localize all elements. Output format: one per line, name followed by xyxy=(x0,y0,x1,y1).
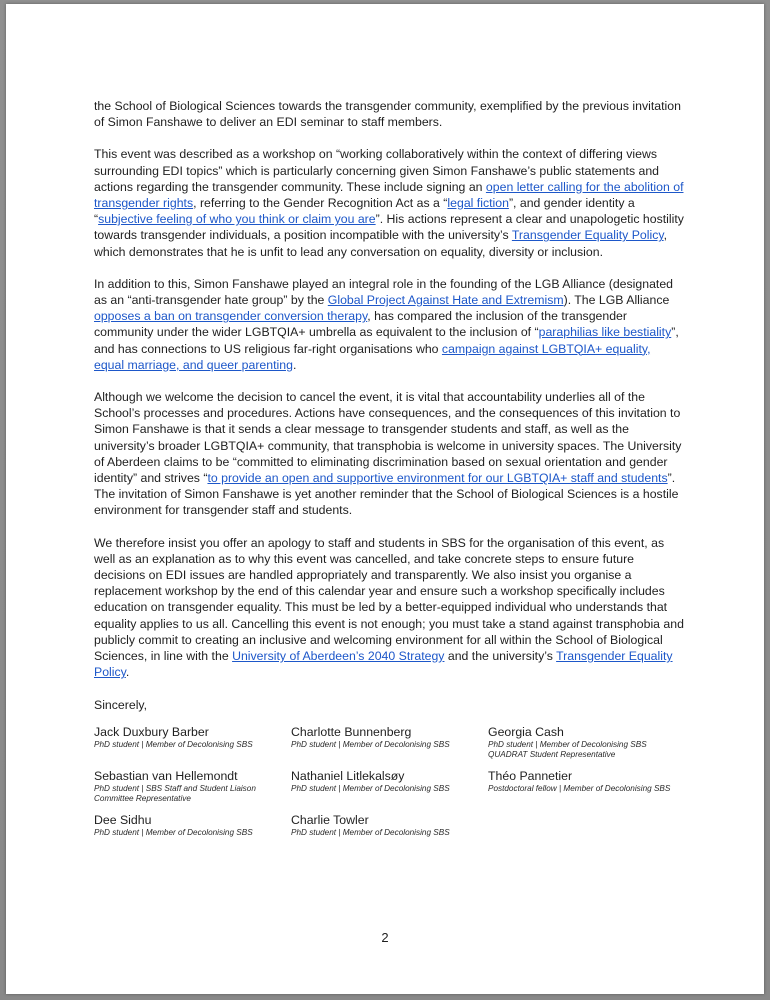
paragraph xyxy=(94,535,684,681)
hyperlink[interactable]: open letter calling for the abolition of transgender rights xyxy=(94,179,684,211)
hyperlink[interactable]: Transgender Equality Policy xyxy=(511,228,664,243)
paragraph-text: and the university’s xyxy=(444,649,557,664)
signatory xyxy=(488,725,684,760)
signatory xyxy=(291,725,488,760)
paragraph-text: We therefore insist you offer an apology to staff and students in SBS for the organisation of this event, as well as an explanation as to why this event was cancelled, and take concrete steps to ensure future decisions on EDI issues are handled appropriately and transparently. We also insist you organise a replacement workshop by the end of this calendar year and ensure such a workshop specifically includes education on transgender equality. This must be led by a better-equipped individual who understands that equality applies to us all. Cancelling this event is not enough; you must take a stand against transphobia and publicly commit to creating an inclusive and welcoming environment for all within the School of Biological Sciences, in line with the xyxy=(94,535,684,664)
signatory xyxy=(291,769,488,804)
hyperlink[interactable]: campaign against LGBTQIA+ equality, equal marriage, and queer parenting xyxy=(94,341,651,372)
page-number: 2 xyxy=(381,930,389,945)
paragraph-text: This event was described as a workshop on “working collaboratively within the context of differing views surrounding EDI topics” which is particularly concerning given Simon Fanshawe’s public statements and actions regarding the transgender community. These include signing an xyxy=(94,147,660,194)
signatory-role: PhD student | Member of Decolonising SBS QUADRAT Student Representative xyxy=(488,739,647,759)
hyperlink[interactable]: opposes a ban on transgender conversion therapy xyxy=(94,309,368,324)
signatory-role: PhD student | SBS Staff and Student Liaison Committee Representative xyxy=(94,783,256,803)
hyperlink[interactable]: Global Project Against Hate and Extremism xyxy=(327,293,564,308)
signoff: Sincerely, xyxy=(94,697,148,712)
paragraph-text: the School of Biological Sciences towards the transgender community, exemplified by the previous invitation of Simon Fanshawe to deliver an EDI seminar to staff members. xyxy=(94,99,681,130)
signatory xyxy=(94,769,291,804)
paragraph-text: . xyxy=(125,665,130,680)
paragraph xyxy=(94,389,684,519)
paragraph-text: , which demonstrates that he is unfit to lead any conversation on equality, diversity or inclusion. xyxy=(94,228,668,259)
signatory-name: Jack Duxbury Barber xyxy=(94,724,209,739)
signatories-grid xyxy=(94,725,684,847)
signatory-role: Postdoctoral fellow | Member of Decolonising SBS xyxy=(488,783,671,793)
signatory-name: Sebastian van Hellemondt xyxy=(94,768,238,783)
signatory xyxy=(94,725,291,760)
paragraph-text: , referring to the Gender Recognition Act as a “ xyxy=(193,196,448,211)
hyperlink[interactable]: Transgender Equality Policy xyxy=(94,649,673,680)
signatory xyxy=(488,769,684,804)
paragraph-text: ”, and has connections to US religious far-right organisations who xyxy=(94,325,679,356)
signatory-role: PhD student | Member of Decolonising SBS xyxy=(291,827,450,837)
hyperlink[interactable]: to provide an open and supportive environment for our LGBTQIA+ staff and students xyxy=(207,471,668,486)
hyperlink[interactable]: legal fiction xyxy=(447,196,509,211)
paragraph-text: ”. His actions represent a clear and unapologetic hostility towards transgender individuals, a position incompatible with the university’s xyxy=(94,212,684,243)
signatory xyxy=(94,813,291,847)
signatory-name: Charlotte Bunnenberg xyxy=(291,724,412,739)
paragraph-text: Although we welcome the decision to cancel the event, it is vital that accountability underlies all of the School’s processes and procedures. Actions have consequences, and the consequences of this invitation to Simon Fanshawe is that it sends a clear message to transgender students and staff, as well as the university’s broader LGBTQIA+ community, that transphobia is welcome in university spaces. The University of Aberdeen claims to be “committed to eliminating discrimination based on sexual orientation and gender identity” and strives “ xyxy=(94,390,682,486)
paragraphs xyxy=(94,98,684,681)
hyperlink[interactable]: subjective feeling of who you think or claim you are xyxy=(98,212,376,227)
paragraph-text: . xyxy=(292,357,297,372)
paragraph-text: , has compared the inclusion of the transgender community under the wider LGBTQIA+ umbrella as equivalent to the inclusion of “ xyxy=(94,309,627,340)
paragraph-text: ”. The invitation of Simon Fanshawe is yet another reminder that the School of Biological Sciences is a hostile environment for transgender staff and students. xyxy=(94,471,679,518)
paragraph-text: ”, and gender identity a “ xyxy=(94,196,635,227)
paragraph xyxy=(94,276,684,373)
signatory-name: Georgia Cash xyxy=(488,724,564,739)
paragraph xyxy=(94,98,684,130)
signatory-role: PhD student | Member of Decolonising SBS xyxy=(94,739,253,749)
signatory-name: Dee Sidhu xyxy=(94,812,152,827)
hyperlink[interactable]: paraphilias like bestiality xyxy=(538,325,672,340)
paragraph-text: In addition to this, Simon Fanshawe played an integral role in the founding of the LGB Alliance (designated as an “anti-transgender hate group” by the xyxy=(94,276,674,308)
letter-body xyxy=(94,98,684,847)
paragraph xyxy=(94,146,684,259)
signatory-name: Charlie Towler xyxy=(291,812,369,827)
signatory-role: PhD student | Member of Decolonising SBS xyxy=(291,783,450,793)
signatory-name: Théo Pannetier xyxy=(488,768,573,783)
signatory-role: PhD student | Member of Decolonising SBS xyxy=(291,739,450,749)
letter-page xyxy=(6,4,764,994)
paragraph-text: ). The LGB Alliance xyxy=(563,293,670,308)
signatory-role: PhD student | Member of Decolonising SBS xyxy=(94,827,253,837)
signatory-name: Nathaniel Litlekalsøy xyxy=(291,768,405,783)
hyperlink[interactable]: University of Aberdeen’s 2040 Strategy xyxy=(232,649,445,664)
signatory xyxy=(291,813,488,847)
